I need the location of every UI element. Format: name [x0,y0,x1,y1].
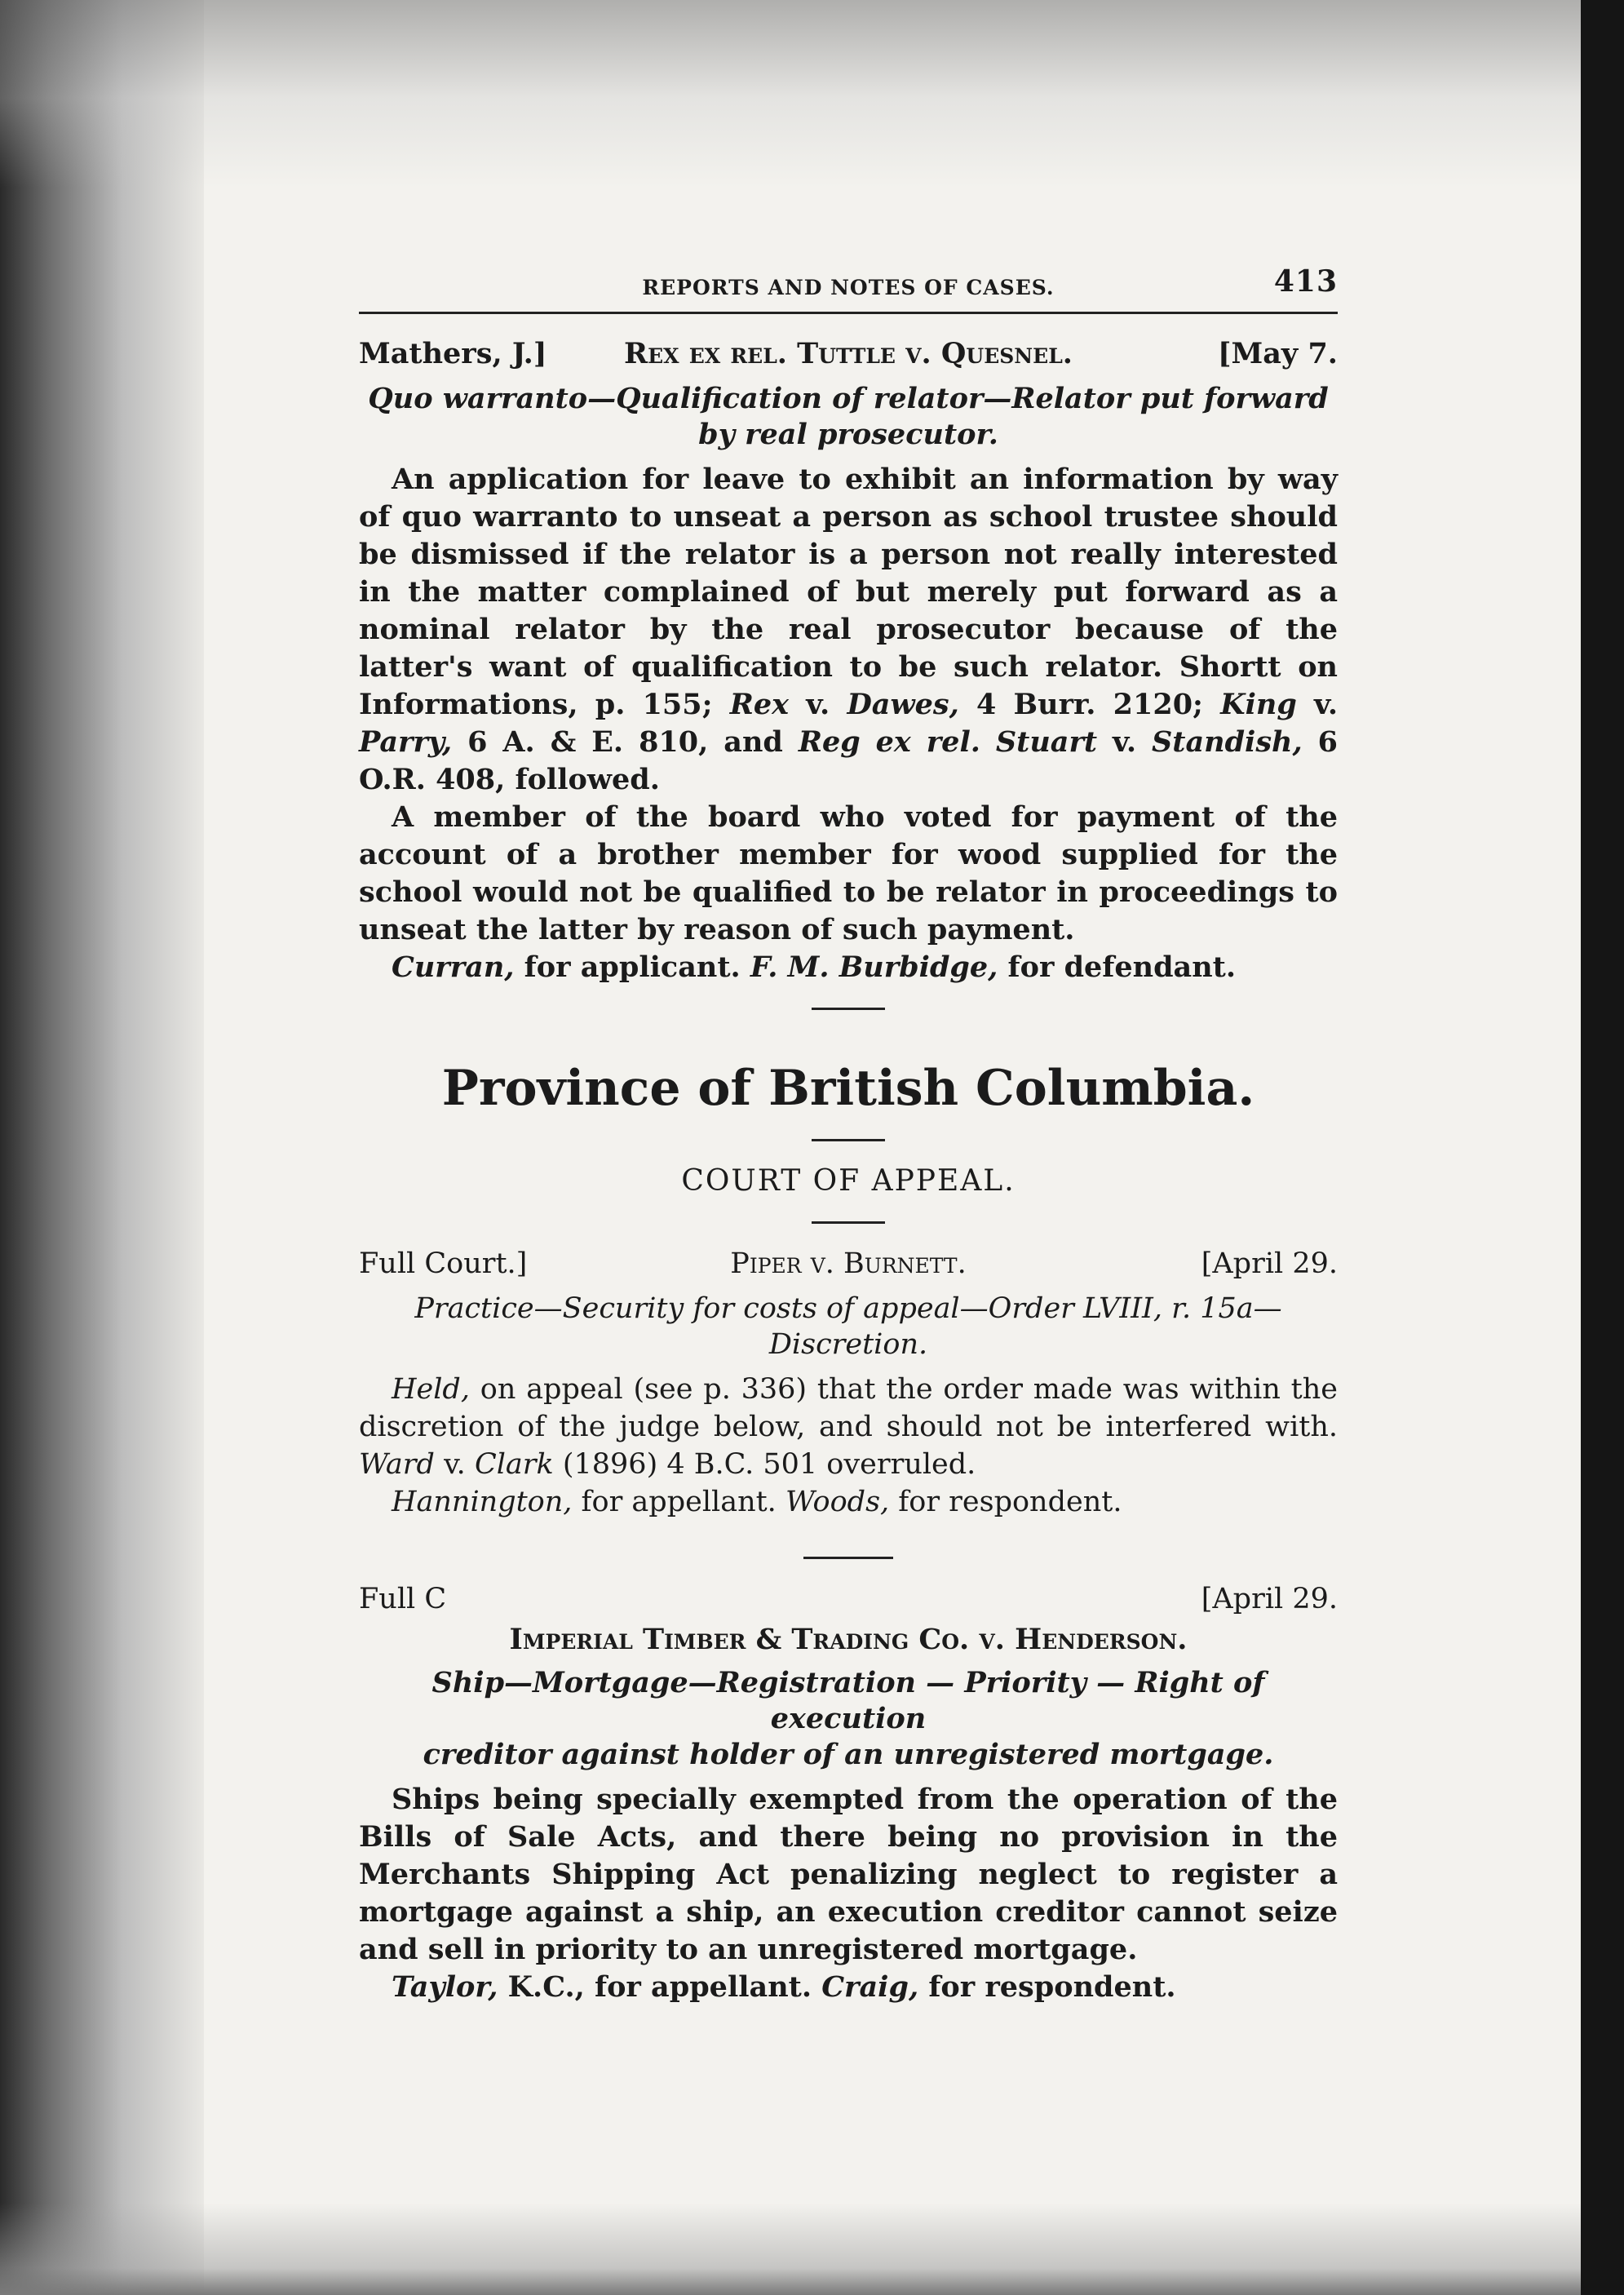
case1-counsel-defendant: F. M. Burbidge, [750,950,998,984]
case2-counsel [359,1483,1338,1521]
case1-cite: v. [1097,725,1153,759]
case1-cite: Dawes, [847,688,959,721]
case1-title: Rex ex rel. Tuttle v. Quesnel. [624,337,1073,370]
case1-headnote-line1: Quo warranto—Qualification of relator—Relator put forward [368,382,1329,415]
case3-counsel [359,1969,1338,2006]
case2-held: Held, [392,1373,470,1406]
page-number: 413 [1273,264,1338,299]
case1-cite: 6 A. & E. 810, and [452,725,783,759]
case2-headnote-line2: Discretion. [768,1328,928,1361]
case3-headnote-line2: creditor against holder of an unregistered mortgage. [423,1738,1274,1771]
case3-court: Full C [359,1583,447,1615]
scan-shadow-bottom [0,2203,1624,2295]
case1-cite: v. [789,688,847,721]
case2-headnote-line1: Practice—Security for costs of appeal—Order LVIII, r. 15a— [414,1292,1282,1325]
case1-paragraph-1 [359,461,1338,799]
case1-counsel [359,949,1338,986]
case1-cite: Reg ex rel. Stuart [798,725,1098,759]
header-rule [359,312,1338,314]
case2-counsel-text: for appellant. [572,1486,785,1518]
case1-cite: King [1220,688,1297,721]
case2-counsel-appellant: Hannington, [392,1486,573,1518]
scan-shadow-left [0,0,204,2295]
case1-cite: Standish, [1152,725,1303,759]
case1-headnote [359,381,1338,453]
page-content [359,253,1338,2006]
case1-judge: Mathers, J.] [359,337,547,370]
case2-paragraph-1 [359,1371,1338,1483]
case1-cite: 4 Burr. 2120; [958,688,1221,721]
case1-cite: Rex [729,688,790,721]
case1-counsel-applicant: Curran, [392,950,515,984]
case3-body [359,1781,1338,2006]
case2-counsel-respondent: Woods, [785,1486,890,1518]
case1-headnote-line2: by real prosecutor. [698,418,998,451]
case1-header [359,335,1338,376]
case2-cite: Clark [474,1448,554,1481]
section-rule [803,1557,893,1559]
case3-paragraph-1: Ships being specially exempted from the operation of the Bills of Sale Acts, and there being no provision in the Merchants Shipping Act penalizing neglect to register a mortgage against a ship, an execution creditor cannot seize and sell in priority to an unregistered mortgage. [359,1783,1338,1966]
case3-title: Imperial Timber & Trading Co. v. Henderson. [509,1623,1188,1656]
case2-header [359,1245,1338,1286]
section-rule [812,1008,885,1010]
case2-cite: v. [434,1448,475,1481]
case2-counsel-text: for respondent. [889,1486,1122,1518]
case2-cite: (1896) 4 B.C. 501 overruled. [553,1448,976,1481]
province-heading: Province of British Columbia. [441,1060,1255,1117]
scan-shadow-top [0,0,1624,188]
case2-title: Piper v. Burnett. [730,1247,967,1280]
running-head [359,253,1338,299]
case2-headnote [359,1291,1338,1362]
case1-cite: 6 O.R. 408, followed. [359,725,1339,796]
case1-counsel-text: for applicant. [514,950,750,984]
case1-cite: Parry, [359,725,453,759]
case1-counsel-text: for defendant. [998,950,1237,984]
section-rule [812,1139,885,1141]
running-head-title: REPORTS AND NOTES OF CASES. [642,276,1055,299]
case3-date: [April 29. [1201,1583,1338,1615]
case2-court: Full Court.] [359,1247,528,1280]
case1-paragraph-2: A member of the board who voted for payment of the account of a brother member for wood supplied for the school would not be qualified to be relator in proceedings to unseat the latter by reason of such payment. [359,800,1338,946]
case3-header [359,1580,1338,1621]
case3-headnote [359,1665,1338,1773]
court-heading: COURT OF APPEAL. [681,1164,1016,1198]
case2-cite: Ward [359,1448,435,1481]
case1-cite: v. [1296,688,1339,721]
case1-date: [May 7. [1217,337,1338,370]
case1-body [359,461,1338,986]
case3-counsel-respondent: Craig, [821,1970,919,2004]
case2-para1-text: on appeal (see p. 336) that the order made was within the discretion of the judge below, and should not be interfered with. [359,1373,1338,1443]
case3-counsel-appellant: Taylor, [392,1970,498,2004]
case1-para1-text: An application for leave to exhibit an information by way of quo warranto to unseat a person as school trustee should be dismissed if the relator is a person not really interested in the matter complained of but merely put forward as a nominal relator by the real prosecutor because of the latter's want of qualification to be such relator. Shortt on Informations, p. 155; [359,463,1338,721]
scan-edge-right [1581,0,1624,2295]
case3-counsel-text: for respondent. [918,1970,1176,2004]
case3-counsel-text: K.C., for appellant. [498,1970,822,2004]
case3-headnote-line1: Ship—Mortgage—Registration — Priority — Right of execution [431,1666,1265,1735]
section-rule [812,1221,885,1224]
case2-date: [April 29. [1201,1247,1338,1280]
